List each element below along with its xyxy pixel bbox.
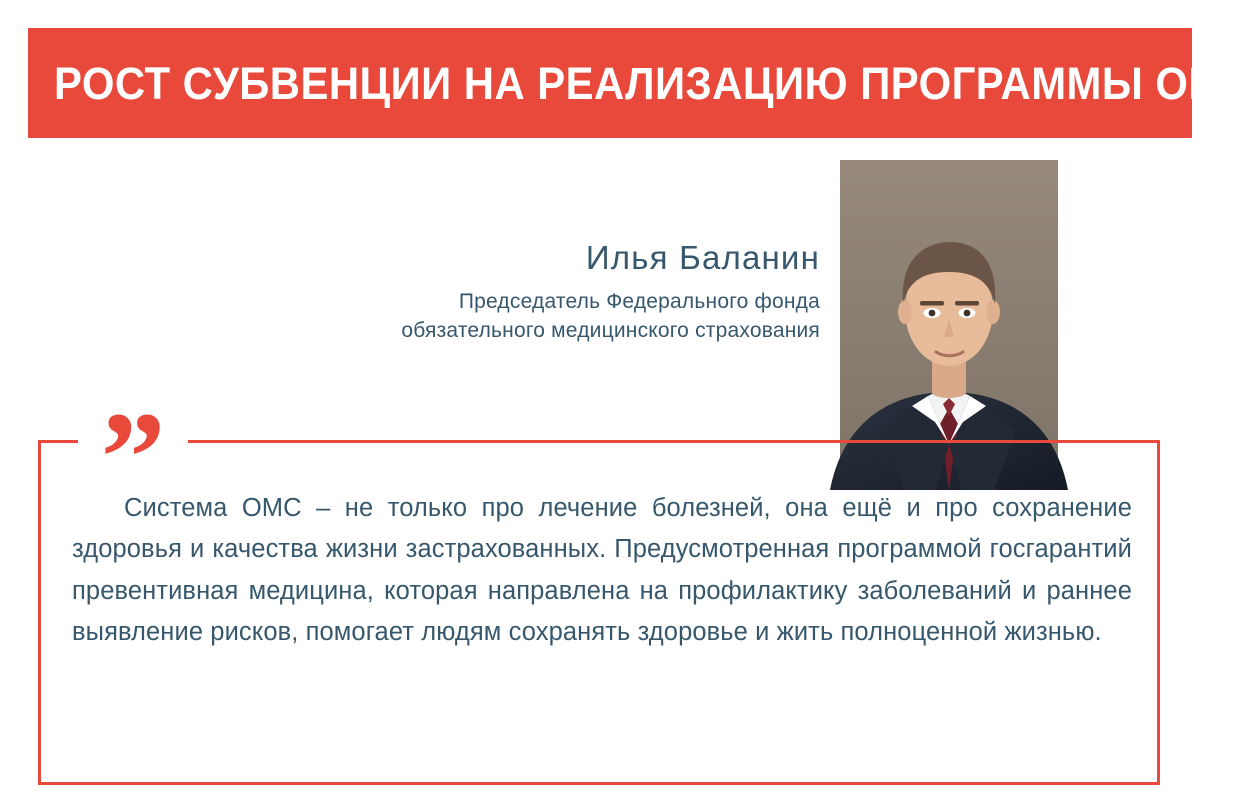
speaker-role [160, 288, 820, 345]
page-title: РОСТ СУБВЕНЦИИ НА РЕАЛИЗАЦИЮ ПРОГРАММЫ ОМС [54, 57, 1254, 109]
speaker-name: Илья Баланин [585, 239, 820, 276]
quote-mark-icon: ” [78, 408, 188, 478]
speaker-role-line-2: обязательного медицинского страхования [401, 318, 820, 342]
speaker-info [160, 240, 820, 345]
speaker-role-line-1: Председатель Федерального фонда [458, 290, 820, 314]
header-banner [28, 28, 1254, 138]
quote-text: Система ОМС – не только про лечение болезней, она ещё и про сохранение здоровья и качества жизни застрахованных. Предусмотренная программой госгарантий превентивная медицина, которая направлена на профилактику заболеваний и раннее выявление рисков, помогает людям сохранять здоровье и жить полноценной жизнью. [72, 494, 1132, 646]
